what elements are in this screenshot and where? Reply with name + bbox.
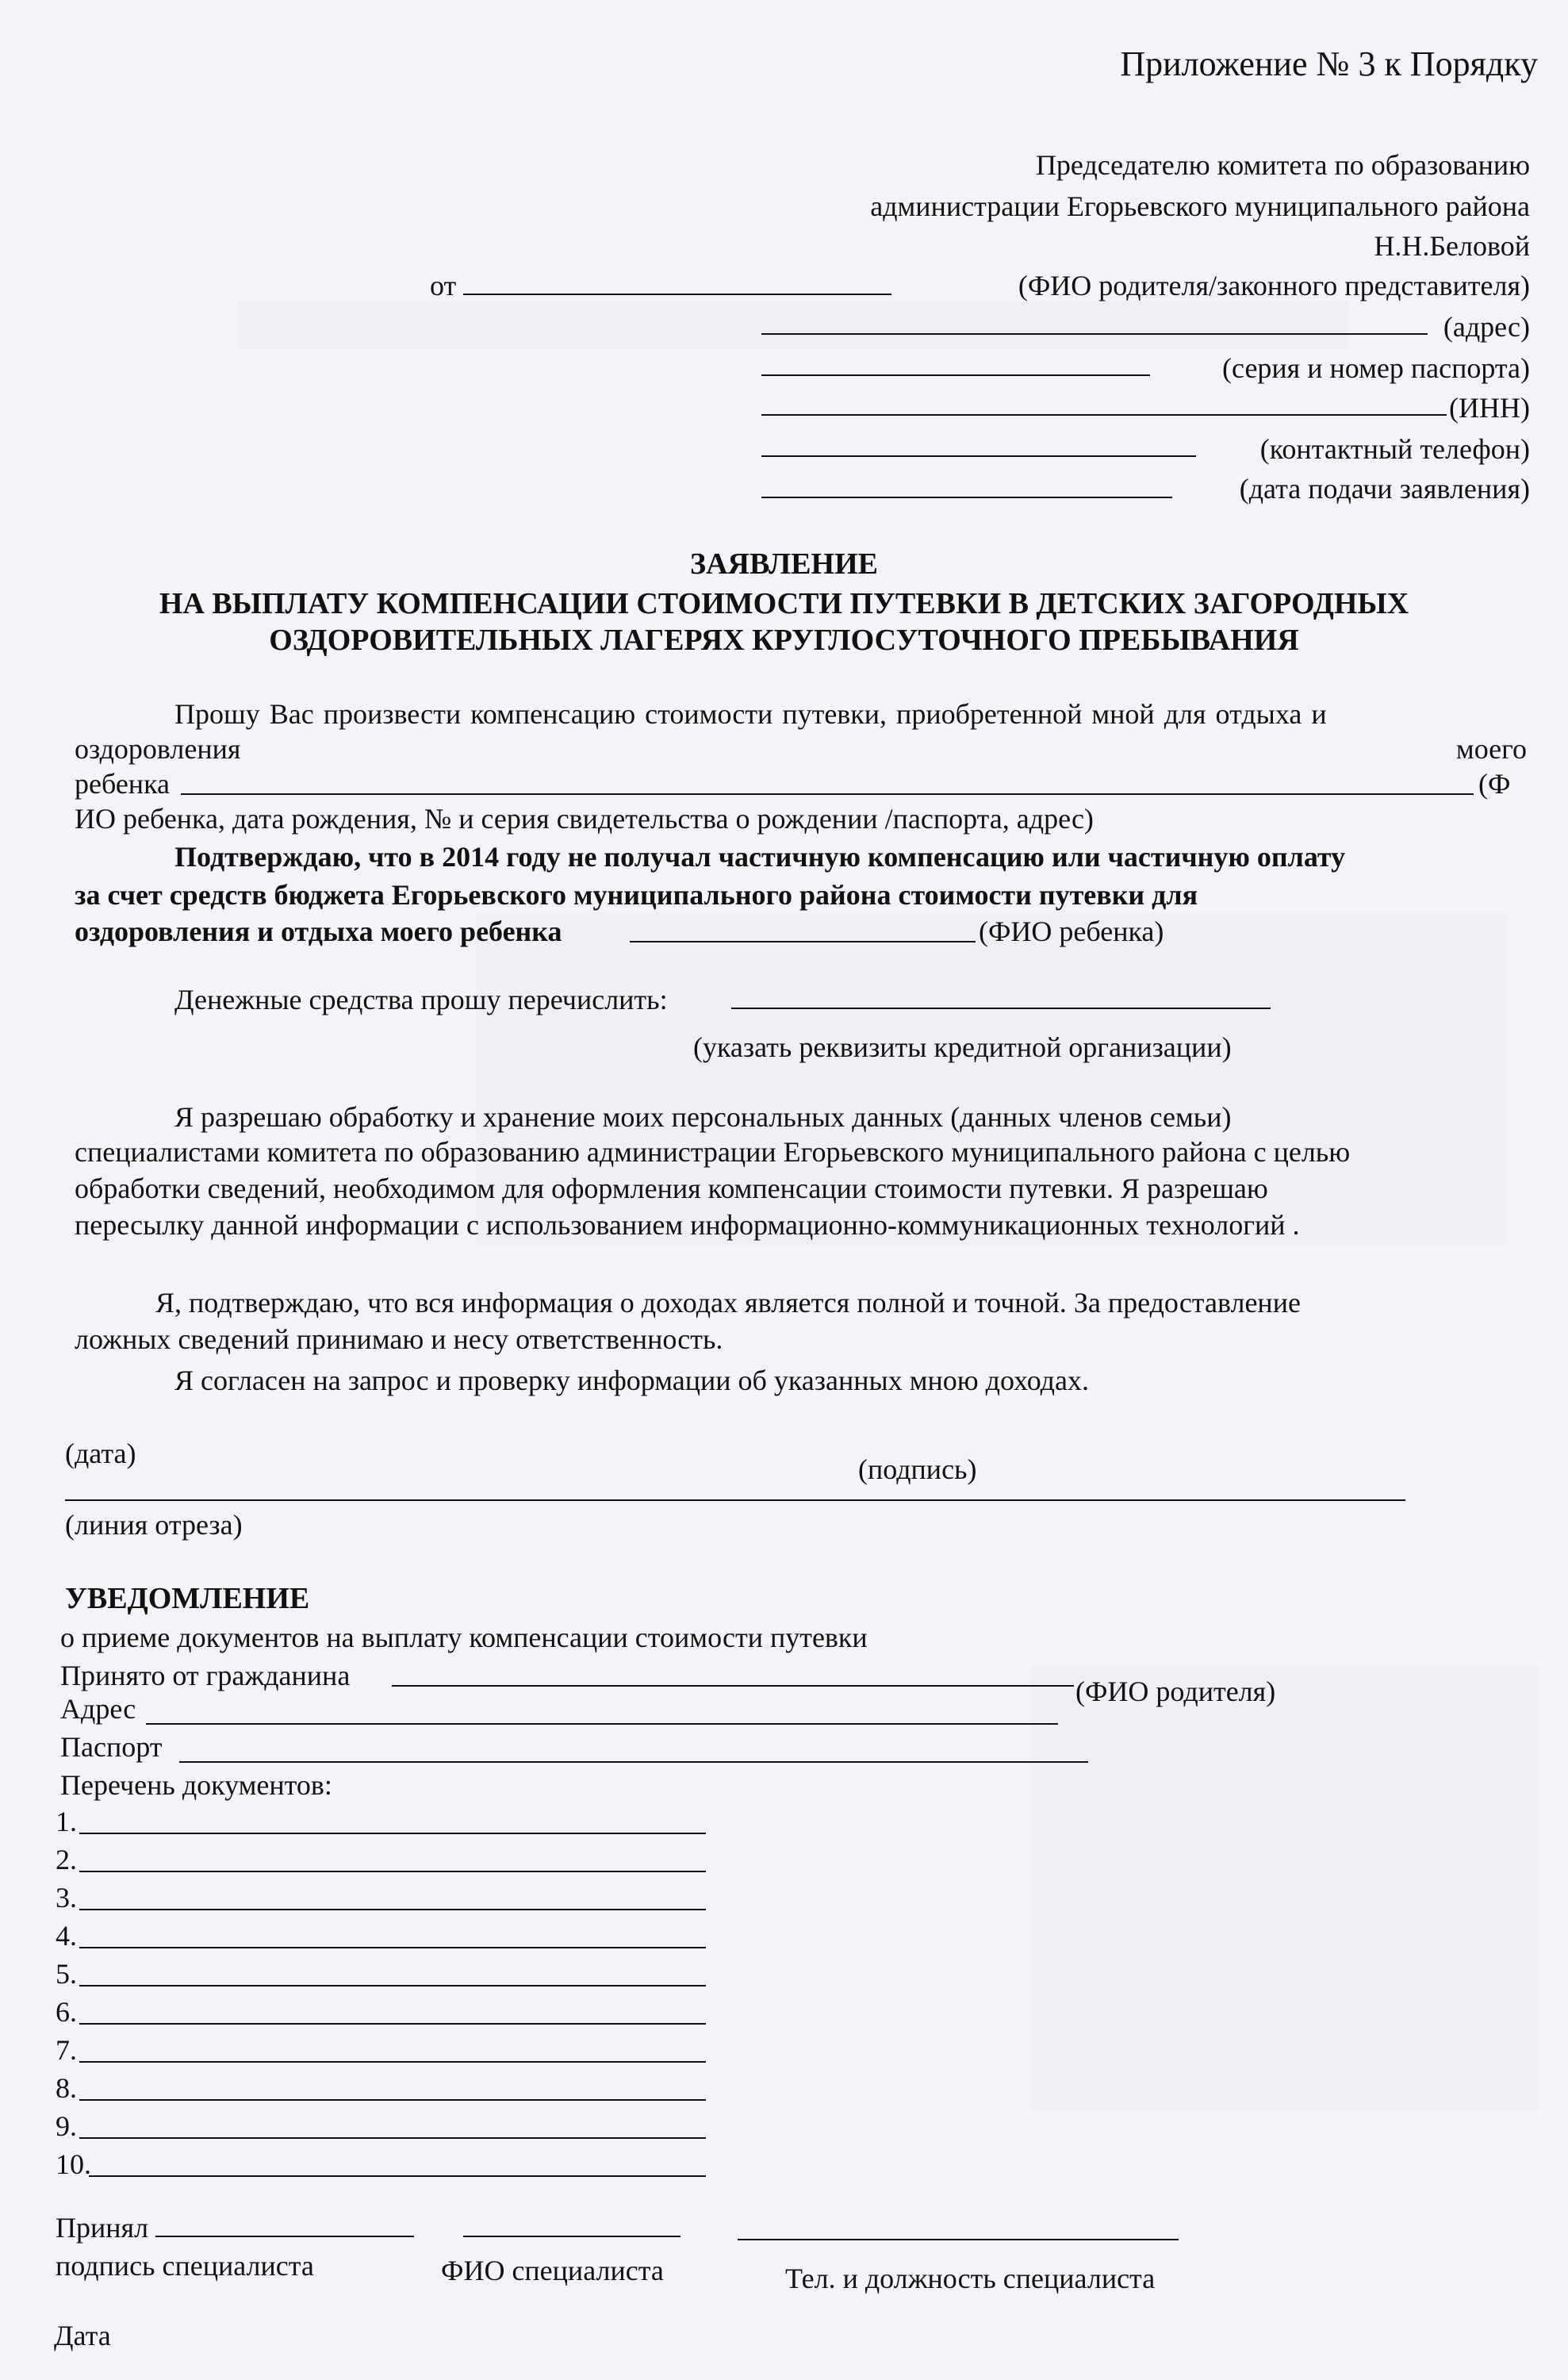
document-item-field[interactable] xyxy=(79,2137,706,2139)
document-item-number: 4. xyxy=(56,1920,77,1952)
received-from-label: Принято от гражданина xyxy=(60,1660,351,1691)
doc-title: ЗАЯВЛЕНИЕ xyxy=(690,547,878,581)
consent-text-4: пересылку данной информации с использованием информационно-коммуникационных технологий . xyxy=(75,1209,1300,1241)
child-field[interactable] xyxy=(181,793,1474,795)
accepted-label: Принял xyxy=(56,2212,149,2244)
passport-label: (серия и номер паспорта) xyxy=(1222,352,1530,384)
annex-label: Приложение № 3 к Порядку xyxy=(1120,44,1538,83)
child-name-label: (ФИО ребенка) xyxy=(979,916,1164,947)
bank-details-label: (указать реквизиты кредитной организации) xyxy=(693,1031,1232,1063)
child-prefix: ребенка xyxy=(75,768,170,800)
document-item-number: 3. xyxy=(56,1882,77,1914)
income-consent-text: Я согласен на запрос и проверку информации об указанных мною доходах. xyxy=(174,1365,1089,1396)
document-item-number: 8. xyxy=(56,2072,77,2104)
phone-label: (контактный телефон) xyxy=(1259,433,1530,465)
specialist-name-label: ФИО специалиста xyxy=(441,2255,664,2286)
from-label: (ФИО родителя/законного представителя) xyxy=(1018,270,1530,301)
document-item-number: 5. xyxy=(56,1958,77,1990)
document-item-field[interactable] xyxy=(79,2023,706,2025)
document-list-label: Перечень документов: xyxy=(60,1769,332,1801)
citizen-name-field[interactable] xyxy=(392,1685,1074,1687)
notice-passport-field[interactable] xyxy=(179,1761,1088,1763)
notice-subtitle: о приеме документов на выплату компенсации стоимости путевки xyxy=(60,1622,868,1653)
cut-line xyxy=(65,1499,1405,1501)
document-item-field[interactable] xyxy=(89,2175,706,2177)
accuracy-text-2: ложных сведений принимаю и несу ответственность. xyxy=(75,1323,723,1355)
date-field[interactable] xyxy=(761,497,1172,498)
doc-title-line-3: ОЗДОРОВИТЕЛЬНЫХ ЛАГЕРЯХ КРУГЛОСУТОЧНОГО ПРЕБЫВАНИЯ xyxy=(269,624,1299,657)
confirmation-text: Подтверждаю, что в 2014 году не получал частичную компенсацию или частичную оплату xyxy=(174,841,1346,873)
passport-field[interactable] xyxy=(761,374,1150,376)
document-item-number: 6. xyxy=(56,1996,77,2028)
document-item-number: 10. xyxy=(56,2148,91,2180)
specialist-name-field[interactable] xyxy=(463,2236,680,2237)
notice-address-label: Адрес xyxy=(60,1693,136,1725)
recipient-line-1: Председателю комитета по образованию xyxy=(1035,149,1530,181)
parent-name-label: (ФИО родителя) xyxy=(1075,1676,1276,1707)
request-text-2a: оздоровления xyxy=(75,733,241,765)
payment-text: Денежные средства прошу перечислить: xyxy=(174,984,668,1015)
document-item-number: 2. xyxy=(56,1844,77,1875)
doc-title-line-2: НА ВЫПЛАТУ КОМПЕНСАЦИИ СТОИМОСТИ ПУТЕВКИ В ДЕТСКИХ ЗАГОРОДНЫХ xyxy=(159,587,1409,620)
document-item-number: 1. xyxy=(56,1806,77,1837)
recipient-line-2: администрации Егорьевского муниципального района xyxy=(870,190,1530,222)
request-text: Прошу Вас произвести компенсацию стоимости путевки, приобретенной мной для отдыха и xyxy=(174,698,1327,730)
notice-date-label: Дата xyxy=(54,2320,111,2351)
document-item-field[interactable] xyxy=(79,1909,706,1910)
cut-line-label: (линия отреза) xyxy=(65,1509,243,1541)
child-label-start: (Ф xyxy=(1478,768,1511,800)
specialist-phone-label: Тел. и должность специалиста xyxy=(785,2263,1156,2294)
specialist-phone-field[interactable] xyxy=(738,2239,1179,2240)
signature-label: (подпись) xyxy=(858,1453,977,1485)
notice-title: УВЕДОМЛЕНИЕ xyxy=(65,1582,310,1615)
date-label: (дата подачи заявления) xyxy=(1239,473,1530,505)
recipient-name: Н.Н.Беловой xyxy=(1374,230,1530,262)
document-item-field[interactable] xyxy=(79,2099,706,2101)
bleed-through-mark xyxy=(1031,1666,1539,2110)
child-name-field[interactable] xyxy=(630,941,976,942)
child-label: ИО ребенка, дата рождения, № и серия свидетельства о рождении /паспорта, адрес) xyxy=(75,803,1094,835)
document-item-field[interactable] xyxy=(79,1871,706,1872)
document-item-field[interactable] xyxy=(79,1985,706,1987)
bank-details-field[interactable] xyxy=(731,1008,1271,1009)
document-item-field[interactable] xyxy=(79,1947,706,1948)
document-item-field[interactable] xyxy=(79,1833,706,1834)
accuracy-text: Я, подтверждаю, что вся информация о доходах является полной и точной. За предоставление xyxy=(155,1287,1301,1319)
confirmation-text-3: оздоровления и отдыха моего ребенка xyxy=(75,916,562,947)
document-item-number: 9. xyxy=(56,2110,77,2142)
inn-field[interactable] xyxy=(761,414,1447,416)
consent-text-2: специалистами комитета по образованию администрации Егорьевского муниципального района с целью xyxy=(75,1136,1351,1168)
document-item-field[interactable] xyxy=(79,2061,706,2063)
address-label: (адрес) xyxy=(1443,311,1530,343)
address-field[interactable] xyxy=(761,333,1428,335)
notice-passport-label: Паспорт xyxy=(60,1731,163,1763)
consent-text: Я разрешаю обработку и хранение моих персональных данных (данных членов семьи) xyxy=(174,1101,1232,1133)
notice-address-field[interactable] xyxy=(146,1723,1058,1725)
specialist-signature-label: подпись специалиста xyxy=(56,2250,314,2282)
date-sign-label: (дата) xyxy=(65,1438,136,1469)
inn-label: (ИНН) xyxy=(1449,392,1530,424)
specialist-signature-field[interactable] xyxy=(155,2236,414,2237)
bleed-through-mark xyxy=(238,301,1348,349)
confirmation-text-2: за счет средств бюджета Егорьевского муниципального района стоимости путевки для xyxy=(75,879,1198,911)
phone-field[interactable] xyxy=(761,455,1196,457)
from-field[interactable] xyxy=(463,294,891,295)
document-item-number: 7. xyxy=(56,2034,77,2066)
request-text-2b: моего xyxy=(1455,733,1527,765)
consent-text-3: обработки сведений, необходимом для оформления компенсации стоимости путевки. Я разрешаю xyxy=(75,1173,1268,1204)
from-prefix: от xyxy=(430,270,457,301)
